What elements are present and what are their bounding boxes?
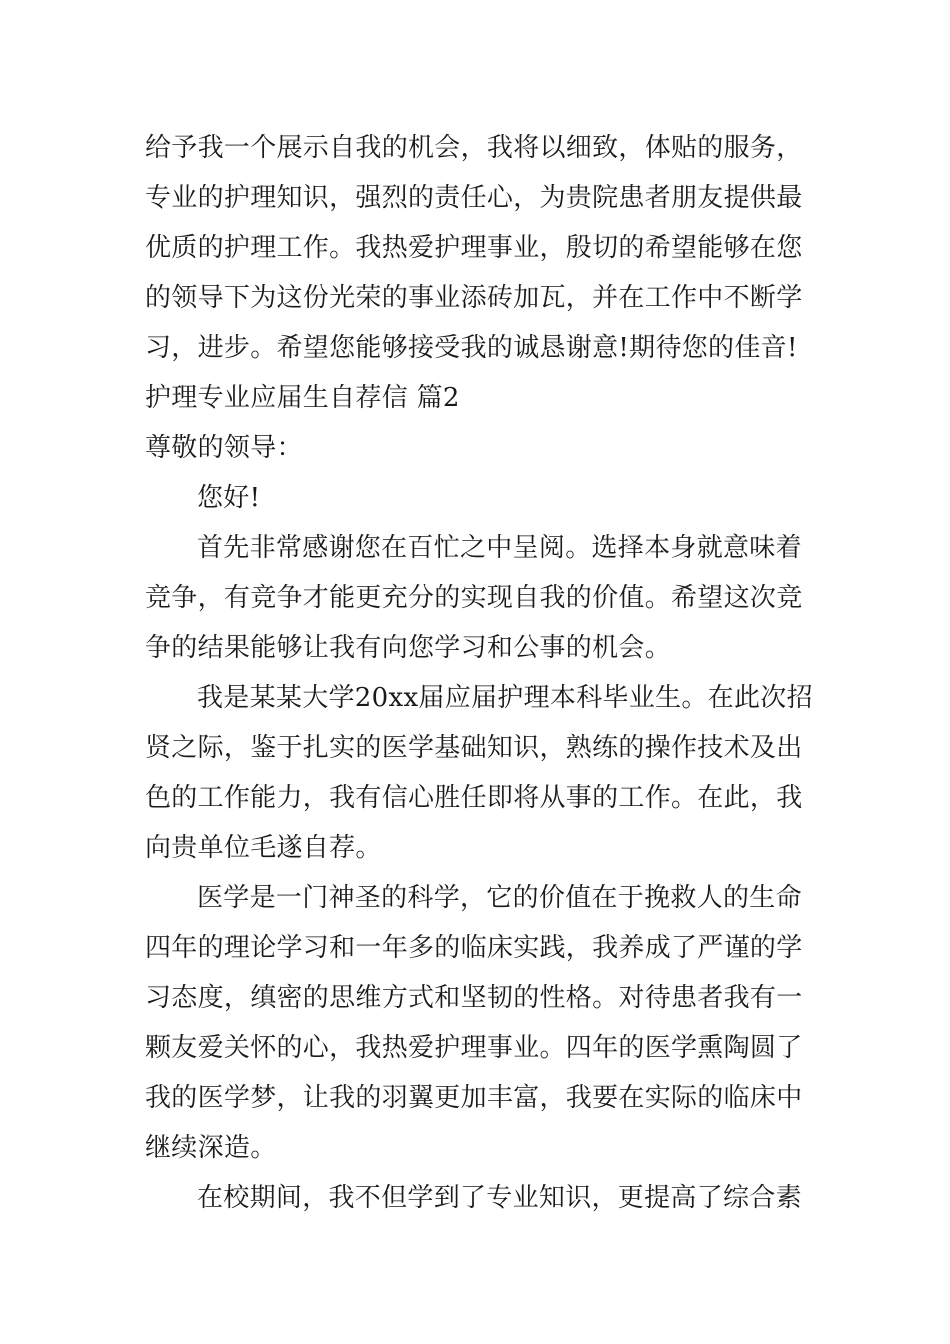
salutation: 尊敬的领导： [145,433,303,463]
text-line-20: 我的医学梦，让我的羽翼更加丰富，我要在实际的临床中 [145,1083,803,1113]
text-line-21: 继续深造。 [145,1133,277,1163]
section-heading: 护理专业应届生自荐信 篇2 [145,383,460,413]
text-line-17: 四年的理论学习和一年多的临床实践，我养成了严谨的学 [145,933,803,963]
text-line-2: 专业的护理知识，强烈的责任心，为贵院患者朋友提供最 [145,183,803,213]
text-line-19: 颗友爱关怀的心，我热爱护理事业。四年的医学熏陶圆了 [145,1033,803,1063]
text-line-10: 竞争，有竞争才能更充分的实现自我的价值。希望这次竞 [145,583,803,613]
text-line-14: 色的工作能力，我有信心胜任即将从事的工作。在此，我 [145,783,803,813]
text-line-1: 给予我一个展示自我的机会，我将以细致，体贴的服务， [145,133,803,163]
text-line-22: 在校期间，我不但学到了专业知识，更提高了综合素 [197,1183,802,1213]
greeting: 您好! [197,483,261,513]
text-line-11: 争的结果能够让我有向您学习和公事的机会。 [145,633,672,663]
text-line-4: 的领导下为这份光荣的事业添砖加瓦，并在工作中不断学 [145,283,803,313]
text-line-12: 我是某某大学20xx届应届护理本科毕业生。在此次招 [197,683,813,713]
text-line-13: 贤之际，鉴于扎实的医学基础知识，熟练的操作技术及出 [145,733,803,763]
text-line-3: 优质的护理工作。我热爱护理事业，殷切的希望能够在您 [145,233,803,263]
text-line-15: 向贵单位毛遂自荐。 [145,833,382,863]
text-line-9: 首先非常感谢您在百忙之中呈阅。选择本身就意味着 [197,533,802,563]
document-body [145,127,813,1227]
text-line-16: 医学是一门神圣的科学，它的价值在于挽救人的生命 [197,883,802,913]
text-line-18: 习态度，缜密的思维方式和坚韧的性格。对待患者我有一 [145,983,803,1013]
text-line-5: 习，进步。希望您能够接受我的诚恳谢意!期待您的佳音! [145,333,798,363]
